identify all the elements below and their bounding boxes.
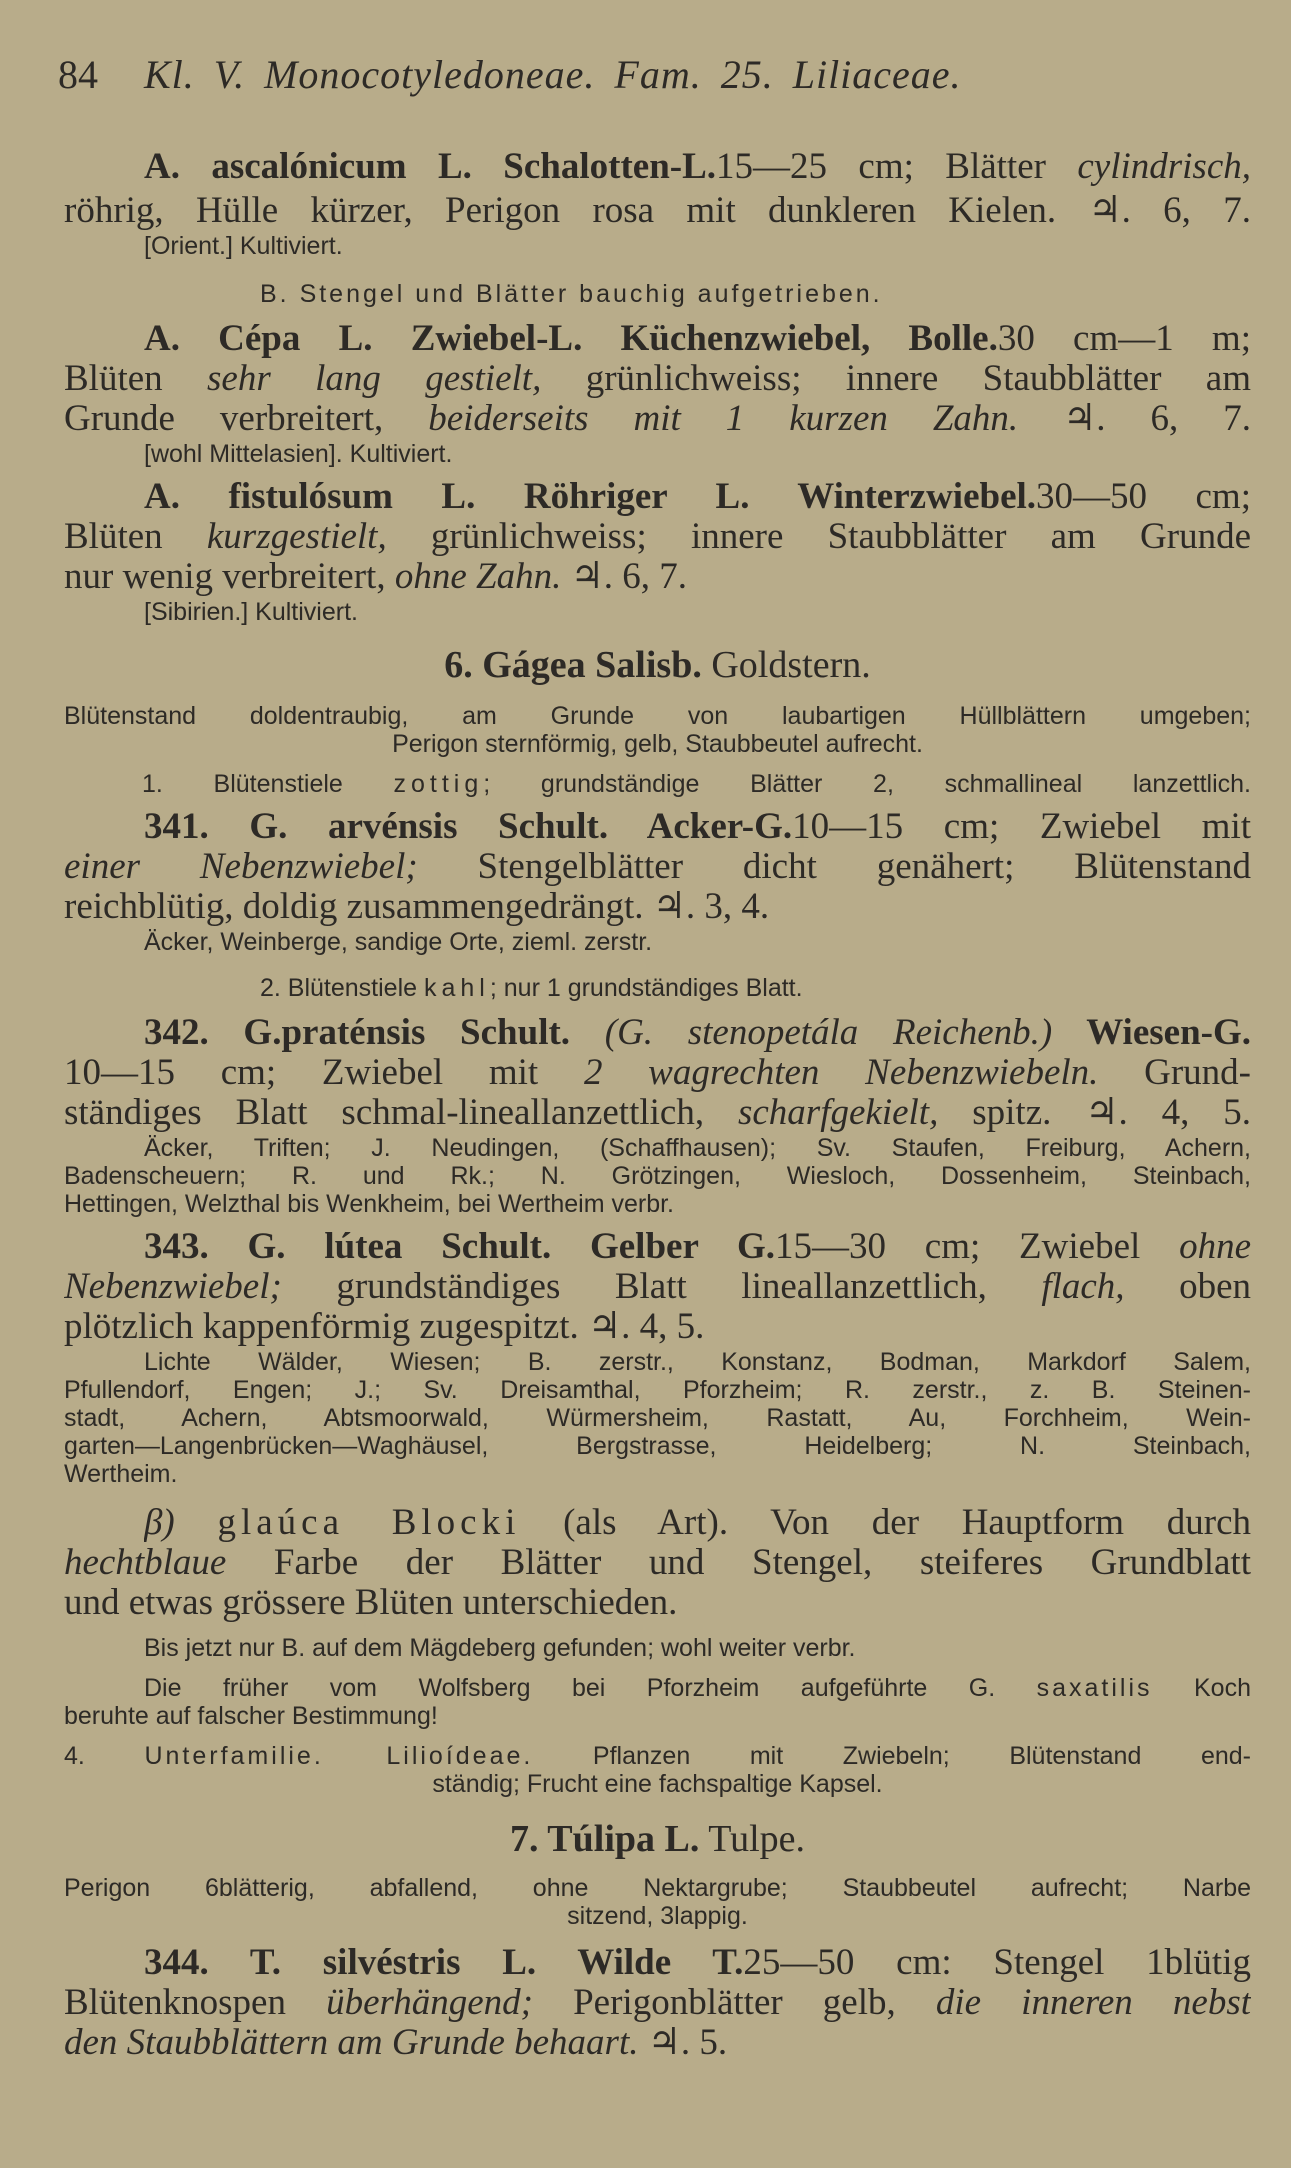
- text-line: [144, 318, 1251, 361]
- text-run: Bis jetzt nur B. auf dem Mägdeberg gefunden; wohl weiter verbr.: [144, 1634, 856, 1662]
- text-run: Nebenzwiebel;: [64, 1266, 282, 1307]
- text-run: kahl: [424, 974, 490, 1002]
- text-line: [64, 1702, 1251, 1731]
- text-run: 2 wagrechten Nebenzwiebeln.: [583, 1052, 1099, 1093]
- text-run: ständiges Blatt schmal-lineallanzettlich,: [64, 1092, 738, 1133]
- text-run: ohne: [1179, 1226, 1251, 1267]
- text-line: [64, 1266, 1251, 1309]
- text-line: [260, 280, 883, 309]
- text-line: [144, 806, 1251, 849]
- text-run: Blütenknospen: [64, 1982, 327, 2023]
- text-run: beiderseits mit 1 kurzen Zahn.: [428, 398, 1019, 439]
- text-run: [Orient.] Kultiviert.: [144, 232, 343, 260]
- text-run: Koch: [1152, 1674, 1251, 1702]
- text-run: röhrig, Hülle kürzer, Perigon rosa mit dunkleren Kielen. ♃. 6, 7.: [64, 190, 1251, 231]
- page-number: 84: [58, 52, 98, 97]
- text-line: [144, 440, 1251, 469]
- text-run: 10—15 cm; Zwiebel mit: [64, 1052, 584, 1093]
- text-run: ohne Zahn.: [394, 556, 562, 597]
- text-line: [64, 1404, 1251, 1433]
- text-run: Blütenstand doldentraubig, am Grunde von laubartigen Hüllblättern umgeben;: [64, 702, 1251, 730]
- text-run: ; grundständige Blätter 2, schmallineal lanzettlich.: [483, 770, 1251, 798]
- text-run: den Staubblättern am Grunde behaart.: [64, 2022, 639, 2063]
- text-line: [144, 1502, 1251, 1545]
- text-line: [64, 1190, 1251, 1219]
- text-line: [64, 1460, 1251, 1489]
- text-run: cylindrisch,: [1077, 146, 1251, 187]
- text-run: Pfullendorf, Engen; J.; Sv. Dreisamthal, Pforzheim; R. zerstr., z. B. Steinen-: [64, 1376, 1251, 1404]
- text-line: [64, 1376, 1251, 1405]
- text-line: [64, 1162, 1251, 1191]
- text-run: [wohl Mittelasien]. Kultiviert.: [144, 440, 453, 468]
- text-run: oben: [1124, 1266, 1251, 1307]
- text-run: Lichte Wälder, Wiesen; B. zerstr., Konstanz, Bodman, Markdorf Salem,: [144, 1348, 1251, 1376]
- text-line: [144, 1634, 1251, 1663]
- text-run: Blüten: [64, 516, 207, 557]
- text-run: 7. Túlipa L.: [509, 1818, 700, 1860]
- text-line: [64, 886, 1251, 929]
- text-run: nur wenig verbreitert,: [64, 556, 395, 597]
- text-line: [144, 1012, 1251, 1055]
- text-run: 344. T. silvéstris L. Wilde T.: [144, 1942, 744, 1983]
- text-line: [64, 398, 1251, 441]
- text-run: A. Cépa L. Zwiebel-L. Küchenzwiebel, Bolle.: [144, 318, 998, 359]
- text-run: (als Art). Von der Hauptform durch: [520, 1502, 1251, 1543]
- text-run: Badenscheuern; R. und Rk.; N. Grötzingen, Wiesloch, Dossenheim, Steinbach,: [64, 1162, 1251, 1190]
- text-line: [64, 1770, 1251, 1799]
- text-run: sitzend, 3lappig.: [567, 1902, 748, 1930]
- text-run: garten—Langenbrücken—Waghäusel, Bergstrasse, Heidelberg; N. Steinbach,: [64, 1432, 1251, 1460]
- text-run: kurzgestielt,: [206, 516, 387, 557]
- text-run: einer Nebenzwiebel;: [64, 846, 418, 887]
- text-line: [142, 770, 1251, 799]
- text-line: [64, 1982, 1251, 2025]
- text-run: ständig; Frucht eine fachspaltige Kapsel.: [432, 1770, 883, 1798]
- text-line: [64, 1874, 1251, 1903]
- text-line: [64, 846, 1251, 889]
- text-run: Perigon 6blätterig, abfallend, ohne Nektargrube; Staubbeutel aufrecht; Narbe: [64, 1874, 1251, 1902]
- text-run: Hettingen, Welzthal bis Wenkheim, bei Wertheim verbr.: [64, 1190, 674, 1218]
- text-run: [Sibirien.] Kultiviert.: [144, 598, 358, 626]
- text-run: Äcker, Weinberge, sandige Orte, zieml. zerstr.: [144, 928, 653, 956]
- text-run: grundständiges Blatt lineallanzettlich,: [281, 1266, 1042, 1307]
- text-run: 15—25 cm; Blätter: [716, 146, 1078, 187]
- text-run: sehr lang gestielt,: [207, 358, 542, 399]
- text-run: flach,: [1041, 1266, 1125, 1307]
- text-run: ; nur 1 grundständiges Blatt.: [489, 974, 803, 1002]
- text-line: [260, 974, 803, 1003]
- page-header: [58, 52, 1251, 98]
- text-line: [64, 1902, 1251, 1931]
- text-run: Stengelblätter dicht genähert; Blütenstand: [417, 846, 1251, 887]
- text-run: Unterfamilie. Lilioídeae.: [144, 1742, 534, 1770]
- text-run: und etwas grössere Blüten unterschieden.: [64, 1582, 678, 1623]
- text-run: reichblütig, doldig zusammengedrängt. ♃. 3, 4.: [64, 886, 770, 927]
- text-run: 15—30 cm; Zwiebel: [775, 1226, 1180, 1267]
- text-run: (G. stenopetála Reichenb.): [570, 1012, 1053, 1053]
- text-line: [144, 1942, 1251, 1985]
- text-line: [144, 598, 1251, 627]
- text-run: ♃. 6, 7.: [561, 556, 687, 597]
- text-run: Farbe der Blätter und Stengel, steiferes Grundblatt: [226, 1542, 1251, 1583]
- text-run: beruhte auf falscher Bestimmung!: [64, 1702, 438, 1730]
- text-line: [64, 644, 1251, 688]
- text-line: [64, 1052, 1251, 1095]
- text-line: [144, 232, 1251, 261]
- text-run: 1. Blütenstiele: [142, 770, 394, 798]
- text-line: [64, 358, 1251, 401]
- text-run: 25—50 cm: Stengel 1blütig: [743, 1942, 1251, 1983]
- text-line: [64, 1542, 1251, 1585]
- text-line: [64, 702, 1251, 731]
- text-line: [64, 1306, 1251, 1349]
- text-line: [144, 1134, 1251, 1163]
- text-run: ♃. 6, 7.: [1018, 398, 1251, 439]
- text-run: 342. G.praténsis Schult.: [144, 1012, 571, 1053]
- text-run: grünlichweiss; innere Staubblätter am: [541, 358, 1251, 399]
- text-line: [64, 556, 1251, 599]
- text-run: Wiesen-G.: [1052, 1012, 1251, 1053]
- text-run: Perigon sternförmig, gelb, Staubbeutel aufrecht.: [392, 730, 923, 758]
- text-run: 343. G. lútea Schult. Gelber G.: [144, 1226, 776, 1267]
- text-run: B. Stengel und Blätter bauchig aufgetrieben.: [260, 280, 883, 308]
- text-run: 2. Blütenstiele: [260, 974, 424, 1002]
- text-run: grünlichweiss; innere Staubblätter am Grunde: [386, 516, 1251, 557]
- text-line: [144, 928, 1251, 957]
- text-run: 6. Gágea Salisb.: [444, 644, 702, 686]
- text-run: glaúca Blocki: [217, 1502, 521, 1543]
- text-line: [144, 476, 1251, 519]
- text-run: Goldstern.: [701, 644, 871, 686]
- text-run: β): [144, 1502, 218, 1543]
- text-run: spitz. ♃. 4, 5.: [938, 1092, 1251, 1133]
- text-line: [144, 1226, 1251, 1269]
- text-run: 30 cm—1 m;: [997, 318, 1251, 359]
- text-run: 30—50 cm;: [1036, 476, 1251, 517]
- text-run: ♃. 5.: [638, 2022, 728, 2063]
- text-run: Perigonblätter gelb,: [533, 1982, 936, 2023]
- text-run: die inneren nebst: [935, 1982, 1251, 2023]
- text-run: überhängend;: [326, 1982, 533, 2023]
- text-run: 10—15 cm; Zwiebel mit: [792, 806, 1251, 847]
- text-line: [64, 1582, 1251, 1625]
- text-run: Grunde verbreitert,: [64, 398, 429, 439]
- text-line: [64, 730, 1251, 759]
- text-run: 4.: [64, 1742, 145, 1770]
- text-line: [64, 1432, 1251, 1461]
- text-run: Blüten: [64, 358, 208, 399]
- text-run: Pflanzen mit Zwiebeln; Blütenstand end-: [533, 1742, 1251, 1770]
- running-title: Kl. V. Monocotyledoneae. Fam. 25. Liliaceae.: [144, 52, 962, 97]
- text-line: [144, 1348, 1251, 1377]
- text-run: Wertheim.: [64, 1460, 178, 1488]
- text-run: zottig: [393, 770, 484, 798]
- text-run: hechtblaue: [64, 1542, 227, 1583]
- text-run: stadt, Achern, Abtsmoorwald, Würmersheim, Rastatt, Au, Forchheim, Wein-: [64, 1404, 1251, 1432]
- text-run: plötzlich kappenförmig zugespitzt. ♃. 4, 5.: [64, 1306, 705, 1347]
- text-line: [144, 146, 1251, 189]
- text-line: [64, 1742, 1251, 1771]
- text-line: [64, 190, 1251, 233]
- text-run: saxatilis: [1036, 1674, 1153, 1702]
- text-run: 341. G. arvénsis Schult. Acker-G.: [144, 806, 793, 847]
- text-run: scharfgekielt,: [737, 1092, 939, 1133]
- text-run: Die früher vom Wolfsberg bei Pforzheim aufgeführte G.: [144, 1674, 1037, 1702]
- text-run: Grund-: [1098, 1052, 1251, 1093]
- text-run: Äcker, Triften; J. Neudingen, (Schaffhausen); Sv. Staufen, Freiburg, Achern,: [144, 1134, 1251, 1162]
- text-run: A. fistulósum L. Röhriger L. Winterzwiebel.: [144, 476, 1037, 517]
- text-line: [64, 2022, 1251, 2065]
- text-line: [64, 1092, 1251, 1135]
- text-line: [64, 1818, 1251, 1862]
- text-run: Tulpe.: [699, 1818, 805, 1860]
- text-run: A. ascalónicum L. Schalotten-L.: [144, 146, 717, 187]
- text-line: [64, 516, 1251, 559]
- text-line: [144, 1674, 1251, 1703]
